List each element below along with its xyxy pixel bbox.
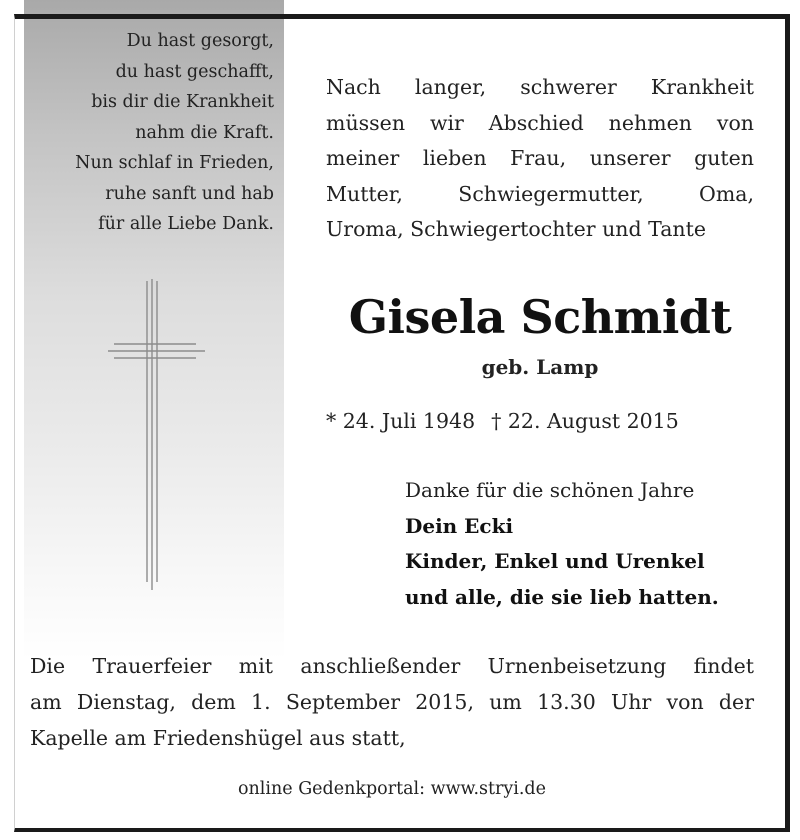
- poem-line: Nun schlaf in Frieden,: [75, 153, 274, 173]
- service-line: Die Trauerfeier mit anschließender Urnenbeisetzung findet: [30, 654, 754, 678]
- intro-line: meiner lieben Frau, unserer guten: [326, 146, 754, 170]
- thanks-block: [405, 473, 765, 615]
- intro-line: müssen wir Abschied nehmen von: [326, 110, 754, 135]
- deceased-name: Gisela Schmidt: [348, 290, 732, 344]
- poem-line: du hast geschafft,: [115, 61, 274, 82]
- intro-text: [326, 70, 754, 248]
- service-line: am Dienstag, dem 1. September 2015, um 13.30 Uhr von der: [30, 690, 754, 714]
- life-dates: [326, 404, 766, 438]
- intro-line: Nach langer, schwerer Krankheit: [326, 75, 754, 99]
- thanks-line: Danke für die schönen Jahre: [405, 478, 695, 502]
- intro-line: Mutter, Schwiegermutter, Oma,: [326, 181, 754, 206]
- mourner-others: und alle, die sie lieb hatten.: [405, 584, 719, 609]
- intro-line: Uroma, Schwiegertochter und Tante: [326, 217, 707, 241]
- poem-line: Du hast gesorgt,: [126, 31, 274, 51]
- mourner-husband: Dein Ecki: [405, 513, 514, 538]
- poem: [30, 26, 274, 240]
- poem-line: bis dir die Krankheit: [91, 92, 274, 112]
- poem-line: nahm die Kraft.: [135, 122, 274, 143]
- mourner-family: Kinder, Enkel und Urenkel: [405, 549, 705, 573]
- funeral-service-notice: [30, 648, 754, 756]
- death-date: † 22. August 2015: [491, 409, 679, 433]
- poem-line: für alle Liebe Dank.: [98, 214, 274, 234]
- poem-line: ruhe sanft und hab: [105, 183, 274, 204]
- maiden-name: geb. Lamp: [481, 355, 599, 379]
- service-line: Kapelle am Friedenshügel aus statt,: [30, 726, 406, 750]
- memorial-portal-link: online Gedenkportal: www.stryi.de: [238, 779, 546, 799]
- birth-date: * 24. Juli 1948: [326, 409, 476, 433]
